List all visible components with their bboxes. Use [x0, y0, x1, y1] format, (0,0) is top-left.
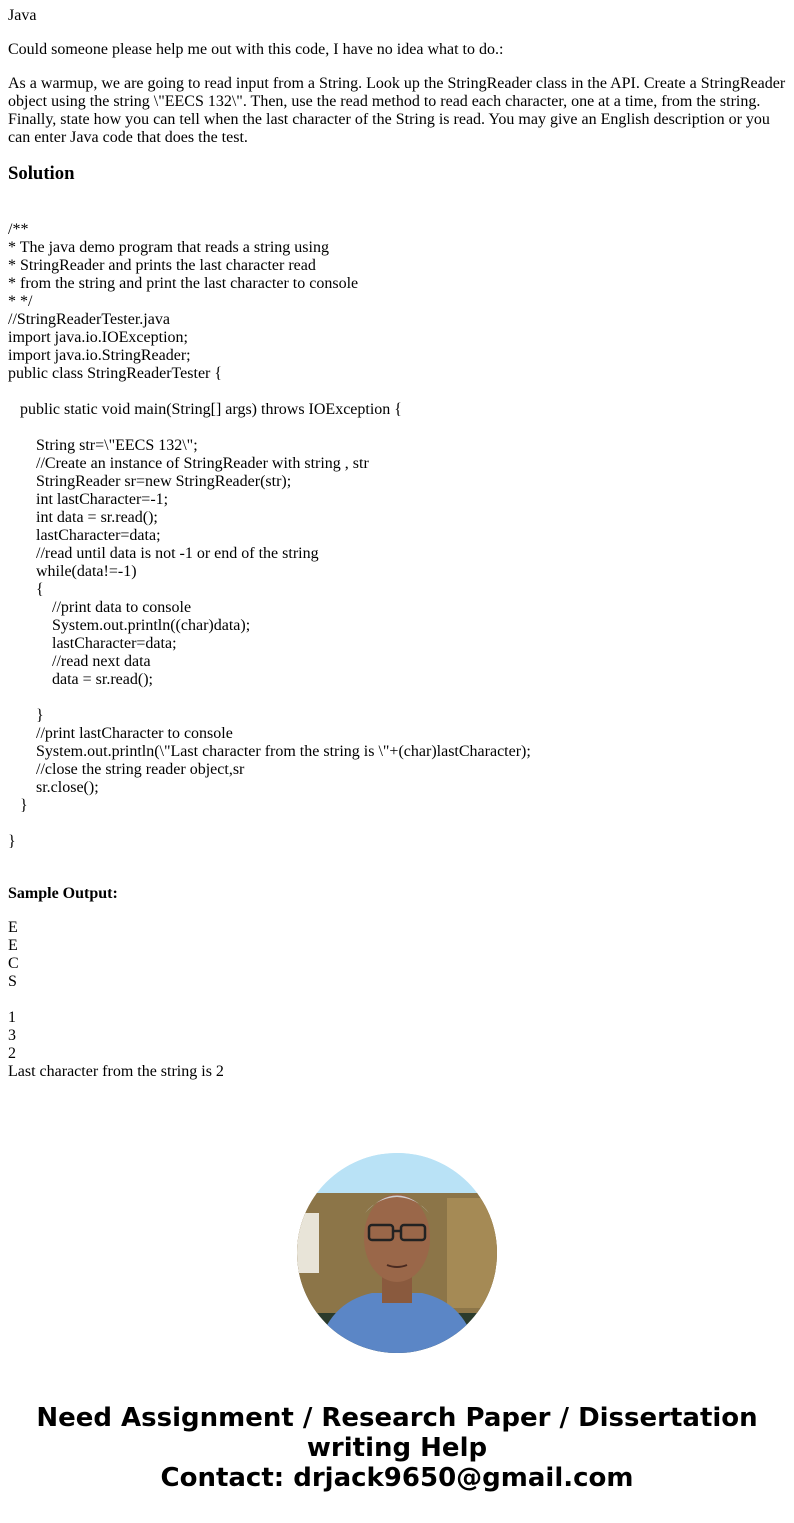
footer-contact: Contact: drjack9650@gmail.com: [160, 1463, 634, 1493]
code-line: //read next data: [8, 653, 151, 670]
code-line: import java.io.StringReader;: [8, 347, 191, 364]
output-line: 1: [8, 1009, 16, 1026]
code-line: StringReader sr=new StringReader(str);: [8, 473, 292, 490]
code-line: /**: [8, 221, 29, 238]
code-line: public class StringReaderTester {: [8, 365, 223, 382]
code-block: [8, 203, 786, 851]
output-line: 2: [8, 1045, 16, 1062]
code-line: //read until data is not -1 or end of the string: [8, 545, 319, 562]
contact-banner: [0, 1403, 794, 1493]
code-line: [8, 815, 786, 833]
code-line: data = sr.read();: [8, 671, 153, 688]
code-line: [8, 383, 786, 401]
output-line: E: [8, 919, 18, 936]
code-line: public static void main(String[] args) throws IOException {: [8, 401, 402, 418]
sample-output: [8, 919, 786, 1081]
code-line: String str=\"EECS 132\";: [8, 437, 198, 454]
output-line: [8, 991, 786, 1009]
code-line: [8, 419, 786, 437]
code-line: while(data!=-1): [8, 563, 137, 580]
code-line: //StringReaderTester.java: [8, 311, 170, 328]
author-avatar: [297, 1153, 497, 1353]
code-line: import java.io.IOException;: [8, 329, 188, 346]
code-line: * The java demo program that reads a string using: [8, 239, 329, 256]
code-line: //print data to console: [8, 599, 192, 616]
code-line: [8, 689, 786, 707]
footer-line-2: writing Help: [306, 1433, 488, 1463]
code-line: int data = sr.read();: [8, 509, 158, 526]
code-line: lastCharacter=data;: [8, 635, 177, 652]
question-intro: Could someone please help me out with this code, I have no idea what to do.:: [8, 41, 504, 58]
output-line: 3: [8, 1027, 16, 1044]
person-photo-icon: [297, 1153, 497, 1353]
code-line: //Create an instance of StringReader with string , str: [8, 455, 369, 472]
code-line: [8, 203, 786, 221]
code-line: int lastCharacter=-1;: [8, 491, 169, 508]
code-line: //close the string reader object,sr: [8, 761, 245, 778]
code-line: sr.close();: [8, 779, 99, 796]
output-line: Last character from the string is 2: [8, 1063, 224, 1080]
code-line: }: [8, 833, 16, 850]
code-line: }: [8, 797, 28, 814]
code-line: * StringReader and prints the last character read: [8, 257, 316, 274]
question-body: As a warmup, we are going to read input from a String. Look up the StringReader class in the API. Create a StringReader object using the string \"EECS 132\". Then, use the read method to read each character, one at a time, from the string. Finally, state how you can tell when the last character of the String is read. You may give an English description or you can enter Java code that does the test.: [8, 75, 786, 146]
footer-line-1: Need Assignment / Research Paper / Dissertation: [36, 1403, 758, 1433]
code-line: * from the string and print the last character to console: [8, 275, 359, 292]
code-line: //print lastCharacter to console: [8, 725, 233, 742]
output-line: C: [8, 955, 19, 972]
sample-output-label: Sample Output:: [8, 885, 118, 902]
solution-heading: Solution: [8, 163, 75, 184]
code-line: System.out.println(\"Last character from the string is \"+(char)lastCharacter);: [8, 743, 531, 760]
output-line: S: [8, 973, 17, 990]
code-line: lastCharacter=data;: [8, 527, 161, 544]
code-line: * */: [8, 293, 33, 310]
code-line: {: [8, 581, 44, 598]
code-line: System.out.println((char)data);: [8, 617, 251, 634]
output-line: E: [8, 937, 18, 954]
code-line: }: [8, 707, 44, 724]
question-title: Java: [8, 7, 37, 24]
